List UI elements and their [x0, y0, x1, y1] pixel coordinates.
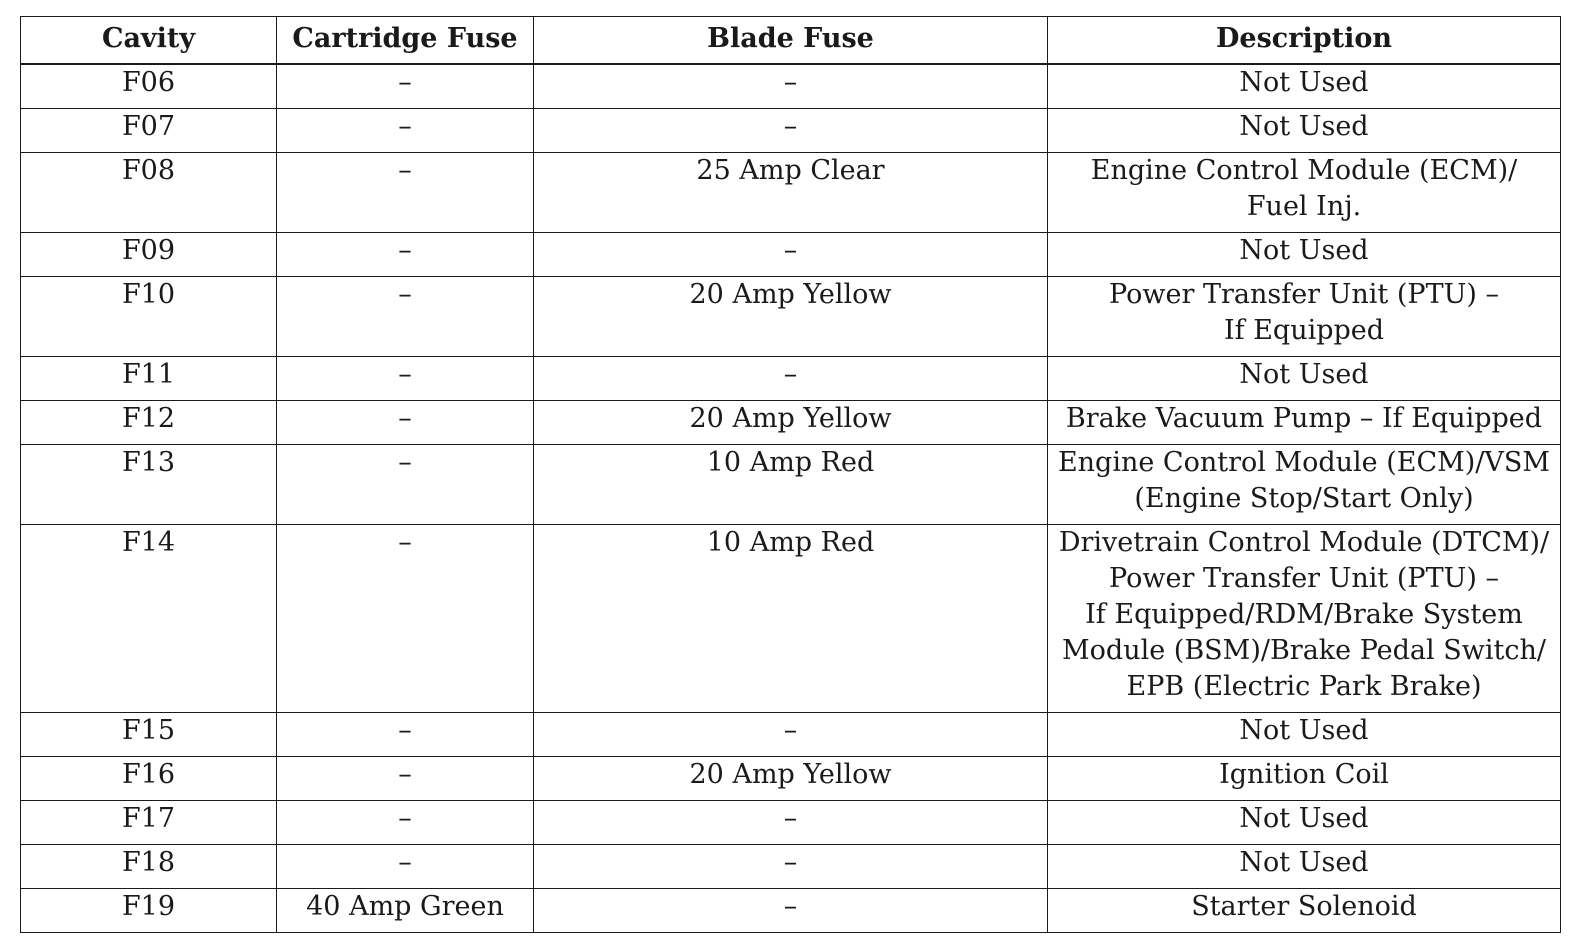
blade-fuse-cell: 20 Amp Yellow — [534, 401, 1048, 445]
cavity-cell: F18 — [21, 845, 277, 889]
description-line: Power Transfer Unit (PTU) – — [1109, 279, 1499, 310]
cavity-cell: F07 — [21, 109, 277, 153]
header-row — [21, 17, 1561, 65]
cartridge-fuse-cell: – — [277, 757, 534, 801]
description-cell — [1048, 525, 1561, 713]
description-line: Fuel Inj. — [1246, 191, 1362, 222]
table-row — [21, 233, 1561, 277]
table-row — [21, 153, 1561, 233]
table-row — [21, 713, 1561, 757]
blade-fuse-cell: 20 Amp Yellow — [534, 757, 1048, 801]
blade-fuse-cell: – — [534, 233, 1048, 277]
description-line: Not Used — [1239, 67, 1369, 98]
description-cell — [1048, 233, 1561, 277]
cavity-cell: F10 — [21, 277, 277, 357]
header-blade-fuse: Blade Fuse — [534, 17, 1048, 65]
blade-fuse-cell: – — [534, 801, 1048, 845]
description-line: Engine Control Module (ECM)/VSM — [1057, 447, 1551, 478]
description-cell — [1048, 277, 1561, 357]
description-line: Not Used — [1239, 847, 1369, 878]
description-line: Power Transfer Unit (PTU) – — [1109, 563, 1499, 594]
cavity-cell: F15 — [21, 713, 277, 757]
table-row — [21, 64, 1561, 109]
cavity-cell: F09 — [21, 233, 277, 277]
cavity-cell: F16 — [21, 757, 277, 801]
table-row — [21, 277, 1561, 357]
description-line: Ignition Coil — [1219, 759, 1389, 790]
cartridge-fuse-cell: – — [277, 277, 534, 357]
blade-fuse-cell: 20 Amp Yellow — [534, 277, 1048, 357]
cartridge-fuse-cell: – — [277, 153, 534, 233]
cavity-cell: F11 — [21, 357, 277, 401]
header-cartridge-fuse: Cartridge Fuse — [277, 17, 534, 65]
description-line: If Equipped — [1223, 315, 1385, 346]
description-cell — [1048, 153, 1561, 233]
table-row — [21, 757, 1561, 801]
description-line: Not Used — [1239, 235, 1369, 266]
blade-fuse-cell: – — [534, 845, 1048, 889]
cavity-cell: F17 — [21, 801, 277, 845]
blade-fuse-cell: – — [534, 357, 1048, 401]
blade-fuse-cell: 25 Amp Clear — [534, 153, 1048, 233]
cartridge-fuse-cell: – — [277, 445, 534, 525]
description-cell — [1048, 845, 1561, 889]
table-row — [21, 401, 1561, 445]
description-line: (Engine Stop/Start Only) — [1134, 483, 1474, 514]
description-cell — [1048, 357, 1561, 401]
description-cell — [1048, 889, 1561, 933]
cartridge-fuse-cell: – — [277, 713, 534, 757]
description-line: Engine Control Module (ECM)/ — [1090, 155, 1518, 186]
description-cell — [1048, 757, 1561, 801]
description-line: EPB (Electric Park Brake) — [1126, 671, 1482, 702]
description-cell — [1048, 713, 1561, 757]
table-row — [21, 845, 1561, 889]
table-row — [21, 801, 1561, 845]
cartridge-fuse-cell: – — [277, 233, 534, 277]
cavity-cell: F12 — [21, 401, 277, 445]
header-description: Description — [1048, 17, 1561, 65]
description-line: Not Used — [1239, 715, 1369, 746]
table-row — [21, 525, 1561, 713]
cartridge-fuse-cell: – — [277, 109, 534, 153]
description-cell — [1048, 445, 1561, 525]
description-line: Not Used — [1239, 359, 1369, 390]
cartridge-fuse-cell: – — [277, 401, 534, 445]
table-row — [21, 109, 1561, 153]
cavity-cell: F14 — [21, 525, 277, 713]
description-cell — [1048, 109, 1561, 153]
cavity-cell: F08 — [21, 153, 277, 233]
table-header — [21, 17, 1561, 65]
description-line: Brake Vacuum Pump – If Equipped — [1065, 403, 1543, 434]
description-cell — [1048, 64, 1561, 109]
blade-fuse-cell: 10 Amp Red — [534, 525, 1048, 713]
table-row — [21, 357, 1561, 401]
cavity-cell: F19 — [21, 889, 277, 933]
description-line: Not Used — [1239, 803, 1369, 834]
header-cavity: Cavity — [21, 17, 277, 65]
blade-fuse-cell: – — [534, 109, 1048, 153]
description-line: Starter Solenoid — [1191, 891, 1417, 922]
description-cell — [1048, 801, 1561, 845]
table-row — [21, 889, 1561, 933]
description-cell — [1048, 401, 1561, 445]
blade-fuse-cell: – — [534, 889, 1048, 933]
cartridge-fuse-cell: – — [277, 845, 534, 889]
fuse-table — [20, 16, 1561, 933]
blade-fuse-cell: 10 Amp Red — [534, 445, 1048, 525]
table-body — [21, 64, 1561, 933]
table-row — [21, 445, 1561, 525]
cartridge-fuse-cell: – — [277, 357, 534, 401]
cartridge-fuse-cell: – — [277, 801, 534, 845]
cavity-cell: F06 — [21, 64, 277, 109]
description-line: Drivetrain Control Module (DTCM)/ — [1058, 527, 1550, 558]
cartridge-fuse-cell: 40 Amp Green — [277, 889, 534, 933]
cavity-cell: F13 — [21, 445, 277, 525]
cartridge-fuse-cell: – — [277, 525, 534, 713]
blade-fuse-cell: – — [534, 64, 1048, 109]
cartridge-fuse-cell: – — [277, 64, 534, 109]
description-line: If Equipped/RDM/Brake System — [1085, 599, 1523, 630]
description-line: Not Used — [1239, 111, 1369, 142]
blade-fuse-cell: – — [534, 713, 1048, 757]
description-line: Module (BSM)/Brake Pedal Switch/ — [1062, 635, 1546, 666]
